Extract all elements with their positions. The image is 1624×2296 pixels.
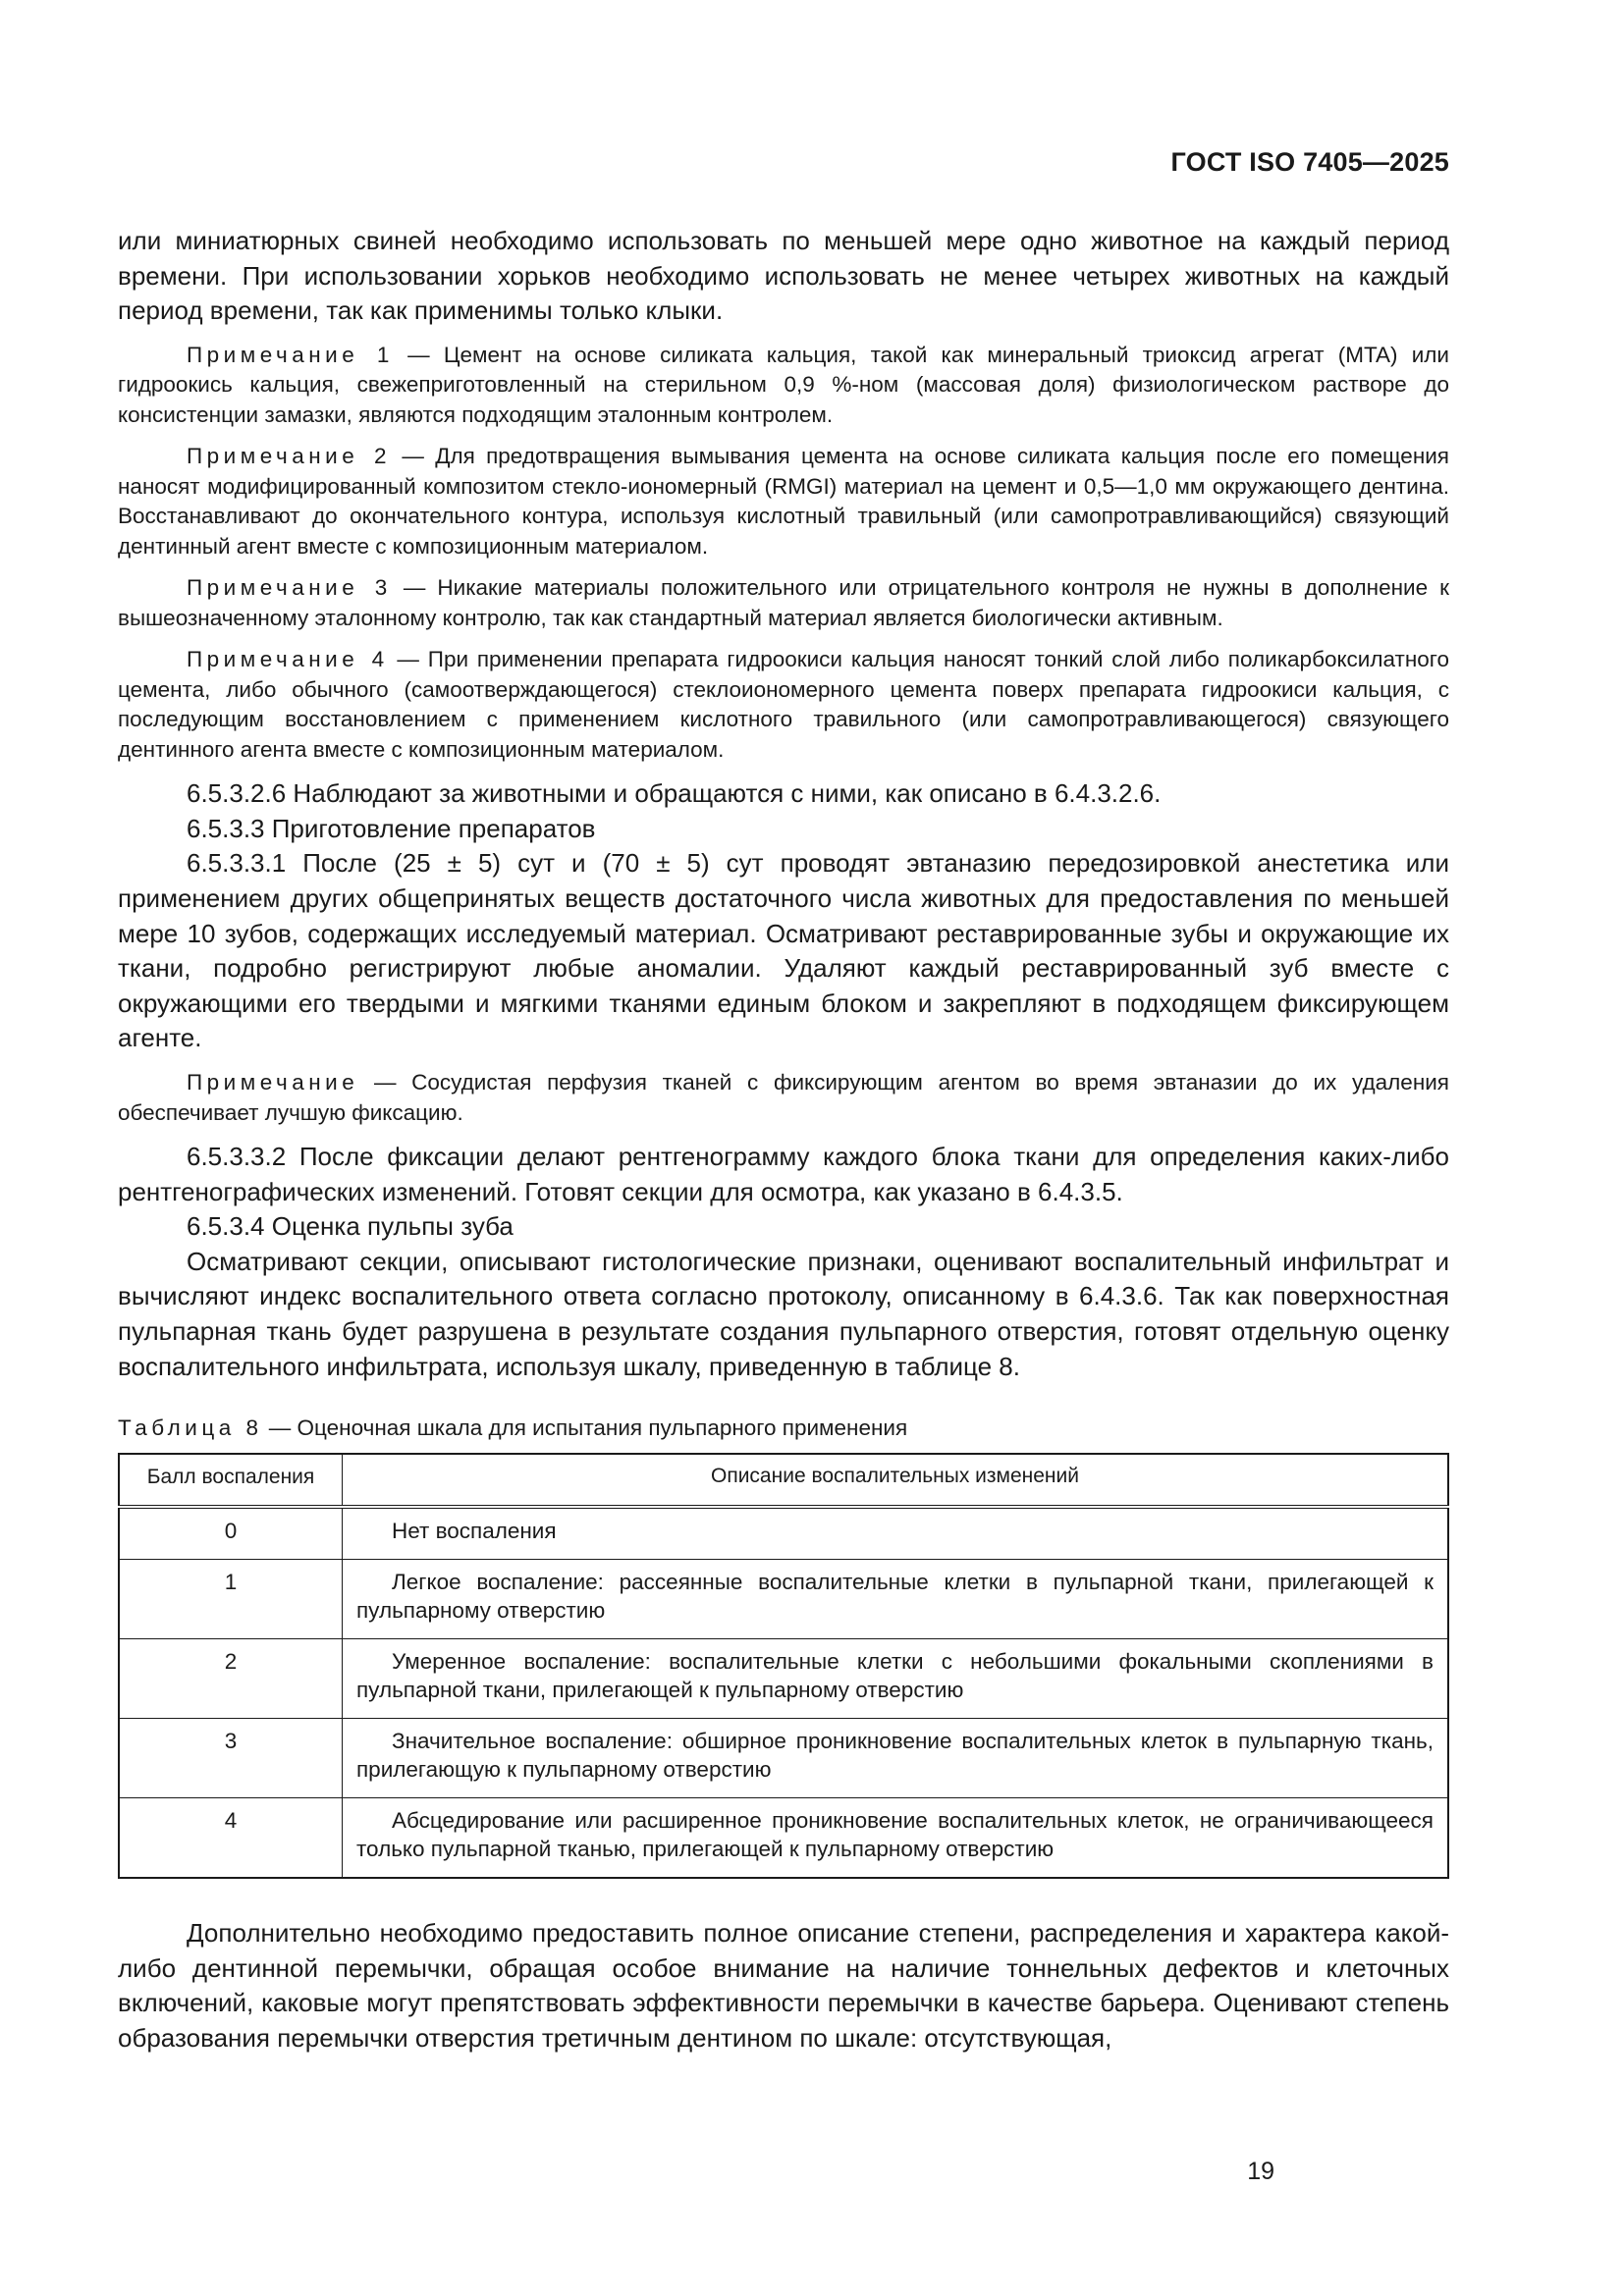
score-cell: 3: [119, 1719, 343, 1798]
table-row: [119, 1798, 1448, 1879]
standard-code-header: ГОСТ ISO 7405—2025: [1170, 147, 1449, 177]
intro-paragraph: или миниатюрных свиней необходимо использовать по меньшей мере одно животное на каждый период времени. При использовании хорьков необходимо использовать не менее четырех животных на каждый период времени, так как применимы только клыки.: [118, 226, 1449, 326]
note-3-label: Примечание 3: [187, 575, 392, 601]
description-text: Значительное воспаление: обширное проникновение воспалительных клеток в пульпарную ткань, прилегающую к пульпарному отверстию: [356, 1729, 1434, 1783]
note-1: [118, 341, 1449, 431]
page-number: 19: [1247, 2158, 1274, 2185]
table-row: [119, 1560, 1448, 1639]
note-3: [118, 573, 1449, 633]
pulp-assessment-paragraph: Осматривают секции, описывают гистологические признаки, оценивают воспалительный инфильтрат и вычисляют индекс воспалительного ответа согласно протоколу, описанному в 6.4.3.6. Так как поверхностная пульпарная ткань будет разрушена в результате создания пульпарного отверстия, готовят отдельную оценку воспалительного инфильтрата, используя шкалу, приведенную в таблице 8.: [118, 1246, 1449, 1381]
note-1-text: — Цемент на основе силиката кальция, такой как минеральный триоксид агрегат (MTA) или гидроокись кальция, свежеприготовленный на стерильном 0,9 %-ном (массовая доля) физиологическом растворе до консистенции замазки, являются подходящим эталонным контролем.: [118, 342, 1449, 427]
table-8-caption-text: — Оценочная шкала для испытания пульпарного применения: [262, 1415, 908, 1441]
note-2-label: Примечание 2: [187, 444, 392, 469]
table-header-row: [119, 1454, 1448, 1507]
table-8-caption: [118, 1414, 1449, 1443]
description-cell: [343, 1507, 1449, 1560]
note-2-text: — Для предотвращения вымывания цемента на основе силиката кальция после его помещения наносят модифицированный композитом стекло-иономерный (RMGI) материал на цемент и 0,5—1,0 мм окружающего дентина. Восстанавливают до окончательного контура, используя кислотный травильный (или самопротравливающийся) связующий дентинный агент вместе с композиционным материалом.: [118, 444, 1449, 559]
table-8-caption-label: Таблица 8: [118, 1415, 263, 1441]
clause-6-5-3-4-heading: 6.5.3.4 Оценка пульпы зуба: [187, 1211, 514, 1242]
description-cell: [343, 1719, 1449, 1798]
description-text: Абсцедирование или расширенное проникновение воспалительных клеток, не ограничивающееся только пульпарной тканью, прилегающей к пульпарному отверстию: [356, 1808, 1434, 1862]
score-cell: 4: [119, 1798, 343, 1879]
description-text: Нет воспаления: [392, 1519, 557, 1544]
table-row: [119, 1639, 1448, 1719]
final-paragraph: Дополнительно необходимо предоставить полное описание степени, распределения и характера какой-либо дентинной перемычки, обращая особое внимание на наличие тоннельных дефектов и клеточных включений, каковые могут препятствовать эффективности перемычки в качестве барьера. Оценивают степень образования перемычки отверстия третичным дентином по шкале: отсутствующая,: [118, 1918, 1449, 2053]
description-cell: [343, 1639, 1449, 1719]
description-text: Умеренное воспаление: воспалительные клетки с небольшими фокальными скоплениями в пульпарной ткани, прилегающей к пульпарному отверстию: [356, 1649, 1434, 1703]
note-fixation: [118, 1068, 1449, 1128]
table-row: [119, 1719, 1448, 1798]
note-fixation-text: — Сосудистая перфузия тканей с фиксирующим агентом во время эвтаназии до их удаления обеспечивает лучшую фиксацию.: [118, 1070, 1449, 1125]
clause-6-5-3-3-heading: 6.5.3.3 Приготовление препаратов: [187, 813, 596, 843]
description-cell: [343, 1798, 1449, 1879]
description-cell: [343, 1560, 1449, 1639]
note-4-text: — При применении препарата гидроокиси кальция наносят тонкий слой либо поликарбоксилатного цемента, либо обычного (самоотверждающегося) стеклоиономерного цемента поверх препарата гидроокиси кальция, с последующим восстановлением с применением кислотного травильного (или самопротравливающегося) связующего дентинного агента вместе с композиционным материалом.: [118, 647, 1449, 762]
note-1-label: Примечание 1: [187, 342, 394, 367]
table-8: [118, 1453, 1449, 1879]
note-4: [118, 645, 1449, 765]
table-row: [119, 1507, 1448, 1560]
score-cell: 1: [119, 1560, 343, 1639]
page-content: [118, 224, 1449, 2056]
note-2: [118, 442, 1449, 561]
header-score: Балл воспаления: [119, 1454, 343, 1507]
header-description: Описание воспалительных изменений: [343, 1454, 1449, 1507]
clause-6-5-3-3-2: 6.5.3.3.2 После фиксации делают рентгенограмму каждого блока ткани для определения каких-либо рентгенографических изменений. Готовят секции для осмотра, как указано в 6.4.3.5.: [118, 1142, 1449, 1206]
note-fixation-label: Примечание: [187, 1070, 359, 1095]
score-cell: 2: [119, 1639, 343, 1719]
clause-6-5-3-3-1: 6.5.3.3.1 После (25 ± 5) сут и (70 ± 5) сут проводят эвтаназию передозировкой анестетика или применением других общепринятых веществ достаточного числа животных для предоставления по меньшей мере 10 зубов, содержащих исследуемый материал. Осматривают реставрированные зубы и окружающие их ткани, подробно регистрируют любые аномалии. Удаляют каждый реставрированный зуб вместе с окружающими его твердыми и мягкими тканями единым блоком и закрепляют в подходящем фиксирующем агенте.: [118, 848, 1449, 1053]
description-text: Легкое воспаление: рассеянные воспалительные клетки в пульпарной ткани, прилегающей к пульпарному отверстию: [356, 1570, 1434, 1624]
note-4-label: Примечание 4: [187, 647, 389, 672]
clause-6-5-3-2-6: 6.5.3.2.6 Наблюдают за животными и обращаются с ними, как описано в 6.4.3.2.6.: [187, 778, 1162, 809]
score-cell: 0: [119, 1507, 343, 1560]
note-3-text: — Никакие материалы положительного или отрицательного контроля не нужны в дополнение к вышеозначенному эталонному контролю, так как стандартный материал является биологически активным.: [118, 575, 1449, 630]
